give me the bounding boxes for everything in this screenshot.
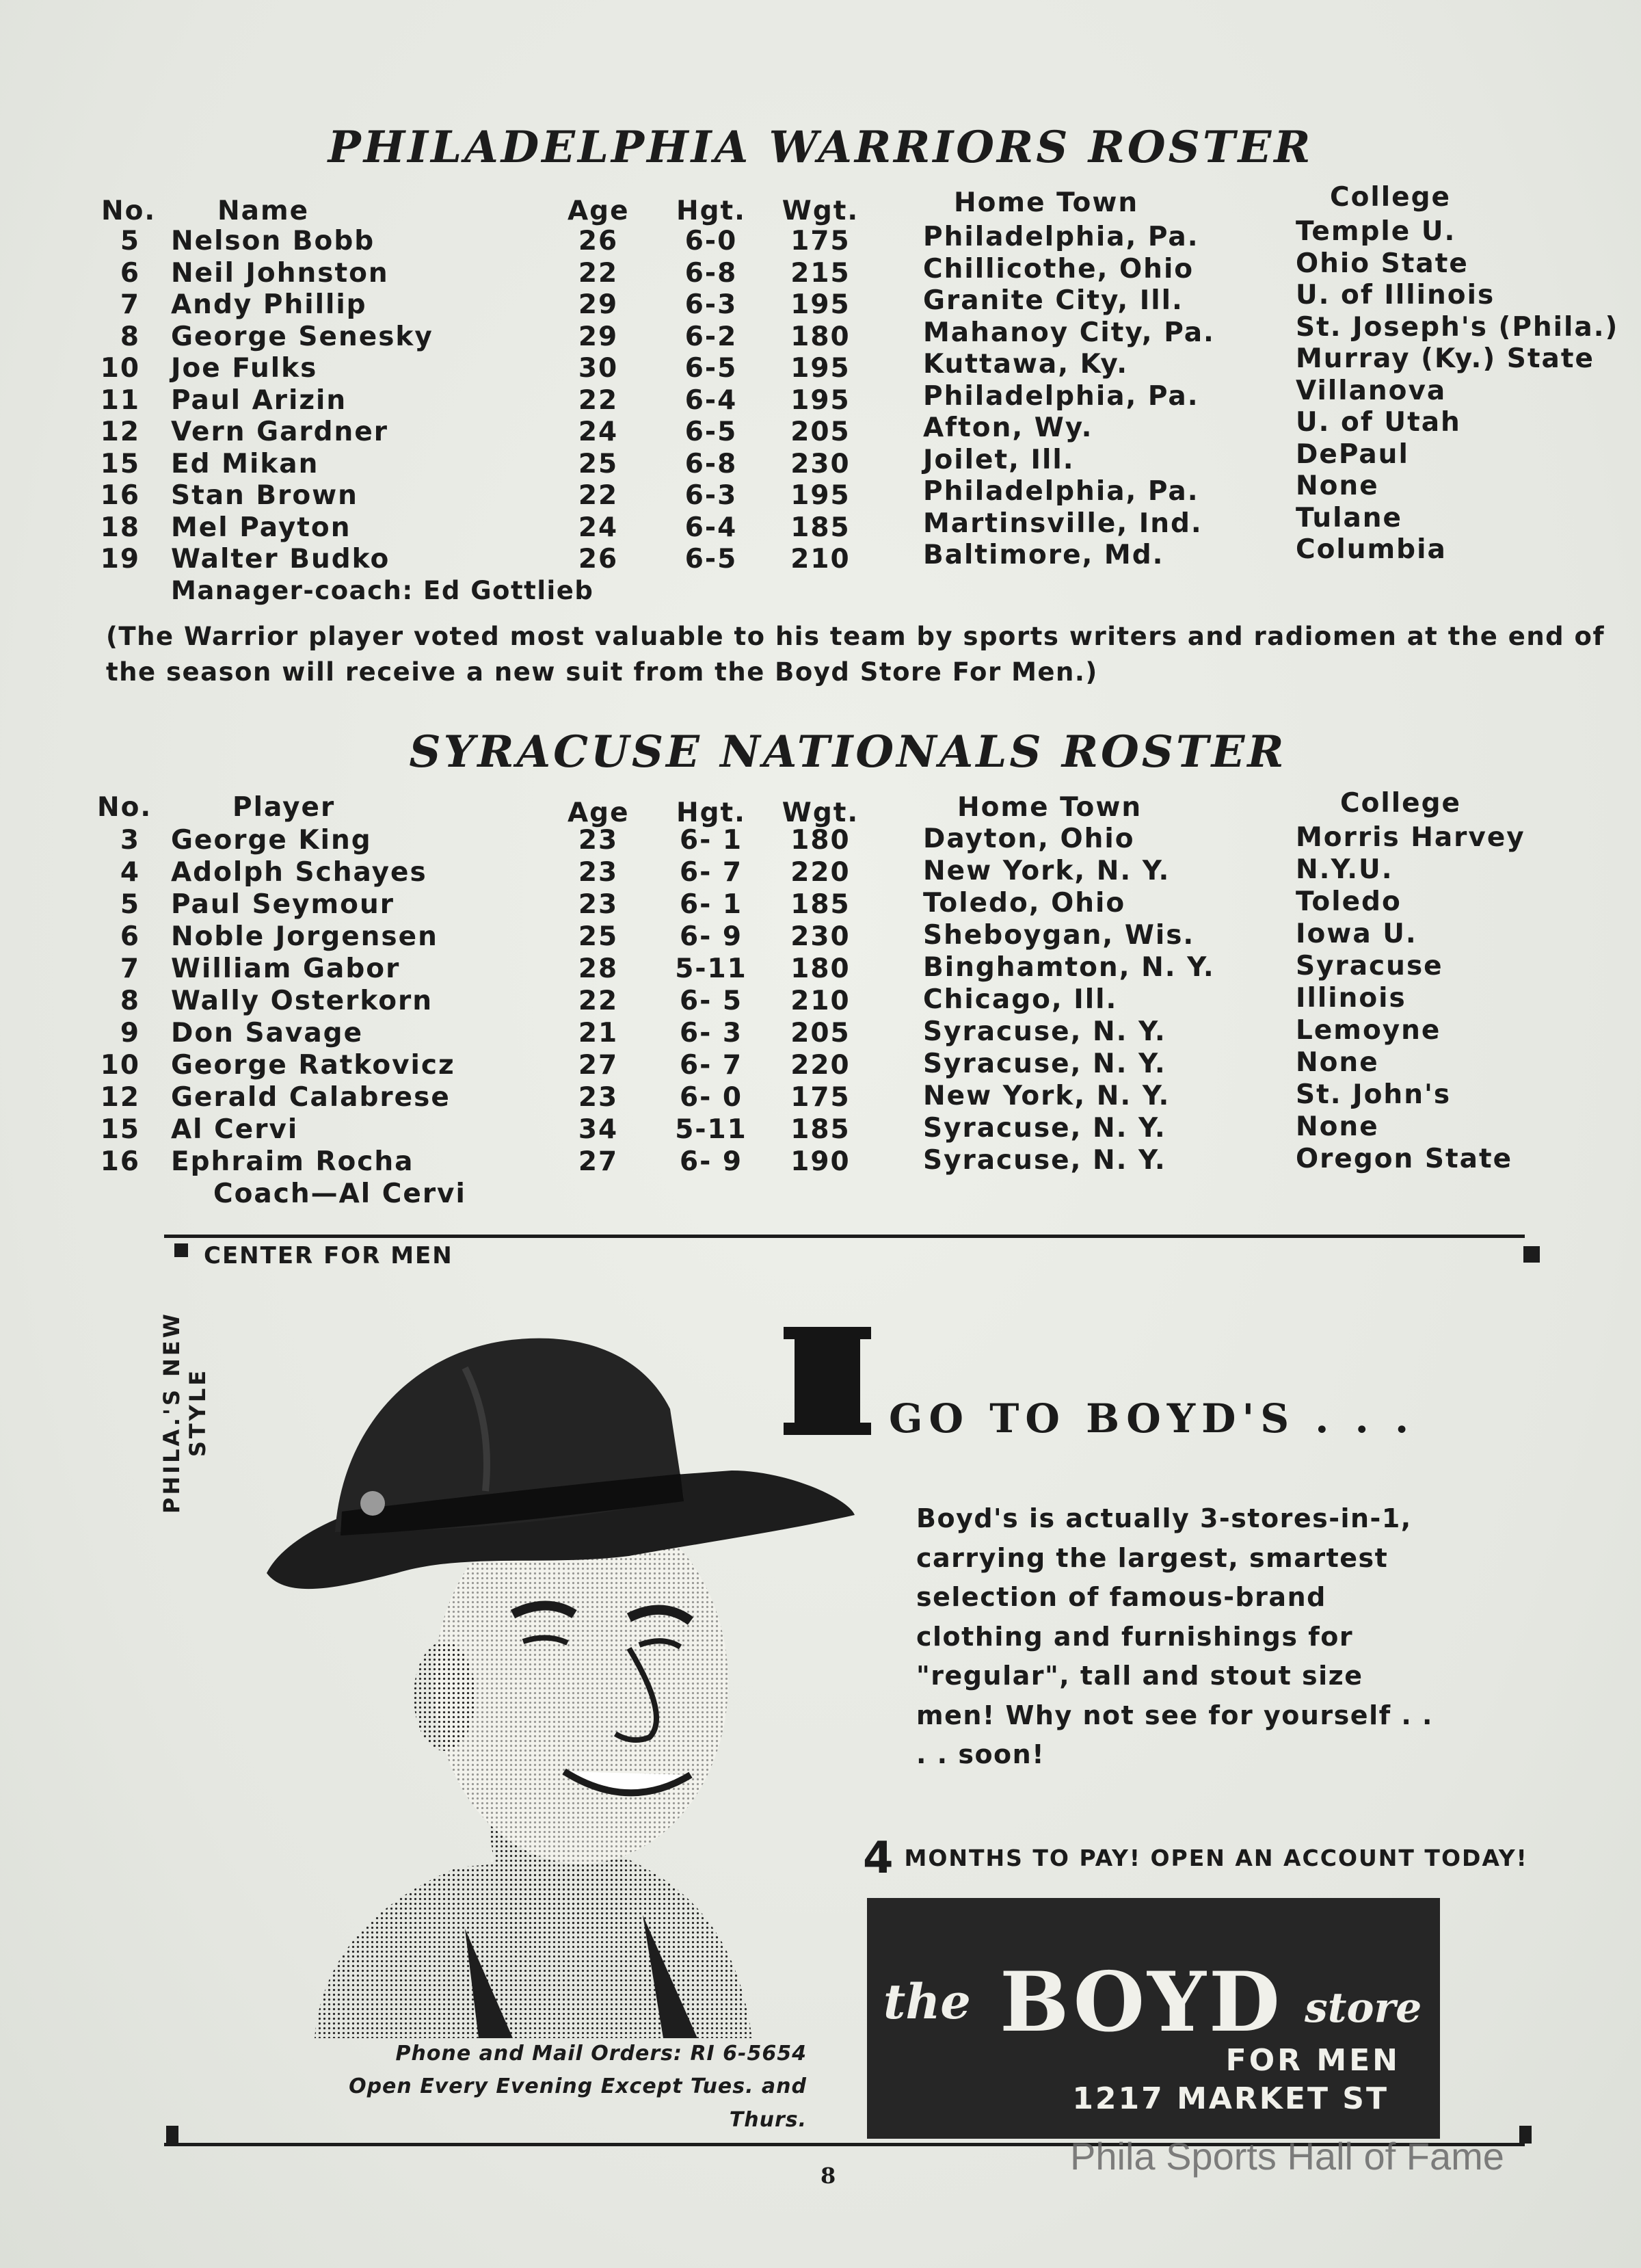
man-in-fedora-illustration [260,1327,862,2038]
player-college: None [1296,471,1379,501]
player-home-town: Syracuse, N. Y. [923,1016,1166,1047]
header-age: Age [568,797,630,828]
player-home-town: Afton, Wy. [923,412,1093,443]
header-weight: Wgt. [782,196,859,226]
player-height: 6- 0 [679,1082,743,1113]
ad-top-rule [164,1235,1525,1238]
player-name: Noble Jorgensen [171,921,438,952]
ad-corner-mark [166,2126,178,2144]
player-age: 27 [578,1050,619,1081]
warriors-coach: Manager-coach: Ed Gottlieb [171,576,594,605]
player-age: 30 [578,353,619,384]
player-college: Iowa U. [1296,919,1417,949]
roster-row [0,1015,1641,1049]
player-name: Wally Osterkorn [171,986,433,1016]
player-weight: 220 [790,1050,851,1081]
player-number: 5 [120,226,140,256]
player-college: Villanova [1296,375,1447,406]
player-height: 6- 7 [679,857,743,888]
roster-row [0,1047,1641,1081]
player-name: Ed Mikan [171,448,319,479]
player-college: U. of Utah [1296,407,1461,438]
player-name: William Gabor [171,953,401,984]
header-player: Player [232,792,336,823]
player-height: 6-5 [684,353,738,384]
store-address: 1217 MARKET ST [1072,2081,1389,2116]
player-age: 23 [578,889,619,920]
player-height: 6-2 [684,321,738,352]
player-weight: 180 [790,953,851,984]
player-name: Al Cervi [171,1114,299,1145]
header-home-town: Home Town [957,792,1143,823]
nationals-coach: Coach—Al Cervi [213,1178,466,1209]
player-weight: 230 [790,448,851,479]
player-age: 28 [578,953,619,984]
header-college: College [1330,182,1451,213]
warriors-roster-title: PHILADELPHIA WARRIORS ROSTER [328,122,1313,173]
player-age: 23 [578,1082,619,1113]
player-height: 6-8 [684,257,738,289]
phone-orders-line: Phone and Mail Orders: RI 6-5654 [395,2042,807,2066]
player-weight: 180 [790,321,851,352]
ad-corner-mark [1519,2126,1532,2144]
player-number: 8 [120,986,140,1016]
player-number: 10 [100,1050,140,1081]
player-name: Adolph Schayes [171,857,427,888]
ad-body-copy: Boyd's is actually 3-stores-in-1, carrying the largest, smartest selection of famous-brand clothing and furnishings for "regular", tall and stout size men! Why not see for yourself . . . . soon! [916,1503,1433,1769]
player-number: 15 [100,1114,140,1145]
player-number: 11 [100,384,140,416]
player-name: Ephraim Rocha [171,1146,414,1177]
player-height: 6- 7 [679,1050,743,1081]
player-weight: 210 [790,544,851,575]
player-name: George Ratkovicz [171,1050,455,1081]
header-no: No. [97,792,152,823]
player-height: 6- 9 [679,921,743,952]
ad-corner-mark [1523,1246,1540,1263]
player-home-town: Martinsville, Ind. [923,507,1203,539]
player-weight: 185 [790,1114,851,1145]
player-college: Syracuse [1296,951,1443,981]
player-name: Paul Seymour [171,889,395,920]
player-age: 29 [578,321,619,352]
mvp-suit-note: (The Warrior player voted most valuable to his team by sports writers and radiomen at the end of the season will receive a new suit from the Boyd Store For Men.) [106,622,1605,687]
player-age: 26 [578,226,619,256]
player-college: U. of Illinois [1296,280,1495,311]
player-weight: 195 [790,353,851,384]
player-age: 29 [578,289,619,320]
player-weight: 195 [790,384,851,416]
player-college: Illinois [1296,983,1406,1014]
header-home-town: Home Town [954,187,1139,218]
player-home-town: Kuttawa, Ky. [923,349,1129,380]
player-home-town: Dayton, Ohio [923,823,1135,854]
player-home-town: Syracuse, N. Y. [923,1049,1166,1079]
roster-row [0,534,1641,575]
player-weight: 175 [790,1082,851,1113]
player-college: None [1296,1111,1379,1142]
player-age: 22 [578,986,619,1016]
player-weight: 215 [790,257,851,289]
player-height: 6-4 [684,384,738,416]
header-height: Hgt. [676,196,746,226]
player-weight: 185 [790,889,851,920]
player-name: Gerald Calabrese [171,1082,451,1113]
player-name: Vern Gardner [171,417,389,447]
player-age: 22 [578,257,619,289]
player-number: 12 [100,417,140,447]
player-number: 5 [120,889,140,920]
player-age: 25 [578,921,619,952]
header-name: Name [217,196,310,226]
player-home-town: Philadelphia, Pa. [923,222,1199,252]
player-age: 23 [578,857,619,888]
player-age: 26 [578,544,619,575]
roster-row [0,1146,1641,1178]
headline-drop-cap-I [795,1327,860,1435]
player-number: 16 [100,1146,140,1177]
player-weight: 185 [790,512,851,543]
player-number: 8 [120,321,140,352]
player-number: 4 [120,857,140,888]
player-number: 7 [120,953,140,984]
player-college: Lemoyne [1296,1015,1441,1046]
player-college: St. John's [1296,1079,1452,1110]
player-height: 6-5 [684,417,738,447]
player-home-town: Mahanoy City, Pa. [923,317,1215,348]
logo-for-men: FOR MEN [1225,2043,1400,2078]
player-weight: 230 [790,921,851,952]
player-weight: 220 [790,857,851,888]
player-number: 18 [100,512,140,543]
player-home-town: Chicago, Ill. [923,984,1118,1015]
player-number: 10 [100,353,140,384]
player-height: 6-3 [684,480,738,511]
player-age: 23 [578,825,619,856]
player-height: 5-11 [675,953,747,984]
player-age: 21 [578,1018,619,1049]
player-home-town: Philadelphia, Pa. [923,476,1199,507]
player-weight: 190 [790,1146,851,1177]
player-home-town: New York, N. Y. [923,856,1171,886]
player-home-town: Binghamton, N. Y. [923,952,1215,983]
store-hours-line: Open Every Evening Except Tues. and Thurs. [349,2074,807,2132]
header-college: College [1340,788,1461,819]
player-number: 3 [120,825,140,856]
player-weight: 175 [790,226,851,256]
player-height: 6-5 [684,544,738,575]
player-height: 6- 1 [679,825,743,856]
player-home-town: Sheboygan, Wis. [923,920,1195,951]
roster-row [0,1111,1641,1146]
ad-vertical-label: PHILA.'S NEW STYLE [159,1311,211,1514]
player-name: Nelson Bobb [171,226,375,256]
player-name: Andy Phillip [171,289,367,320]
player-name: George King [171,825,372,856]
nationals-header-row [0,788,1641,828]
player-number: 6 [120,257,140,289]
ad-headline: GO TO BOYD'S . . . [889,1395,1415,1442]
player-name: Joe Fulks [171,353,318,384]
player-weight: 180 [790,825,851,856]
player-number: 9 [120,1018,140,1049]
ad-payment-offer [863,1833,1528,1884]
player-home-town: Syracuse, N. Y. [923,1113,1166,1144]
player-college: Temple U. [1296,216,1456,247]
player-weight: 205 [790,1018,851,1049]
player-name: Paul Arizin [171,384,347,416]
player-home-town: Chillicothe, Ohio [923,253,1195,285]
player-college: Murray (Ky.) State [1296,343,1595,374]
player-college: Ohio State [1296,248,1469,279]
player-number: 7 [120,289,140,320]
player-home-town: Baltimore, Md. [923,540,1164,570]
player-college: N.Y.U. [1296,854,1393,885]
watermark: Phila Sports Hall of Fame [1070,2135,1504,2178]
player-home-town: Toledo, Ohio [923,888,1126,919]
player-name: George Senesky [171,321,433,352]
logo-the: the [883,1973,971,2030]
player-age: 25 [578,448,619,479]
player-name: Mel Payton [171,512,351,543]
pay-text: MONTHS TO PAY! OPEN AN ACCOUNT TODAY! [904,1845,1528,1871]
nationals-roster-title: SYRACUSE NATIONALS ROSTER [409,726,1287,778]
player-college: Tulane [1296,502,1402,533]
player-home-town: New York, N. Y. [923,1081,1171,1111]
player-number: 19 [100,544,140,575]
player-age: 22 [578,480,619,511]
roster-row [0,1079,1641,1113]
roster-row [0,438,1641,480]
player-age: 24 [578,417,619,447]
pay-number: 4 [863,1833,895,1884]
player-age: 27 [578,1146,619,1177]
player-name: Stan Brown [171,480,358,511]
player-number: 6 [120,921,140,952]
player-height: 6- 3 [679,1018,743,1049]
player-weight: 195 [790,480,851,511]
player-college: Toledo [1296,886,1402,917]
player-college: DePaul [1296,438,1409,470]
player-home-town: Syracuse, N. Y. [923,1145,1166,1176]
ad-corner-mark [174,1243,188,1257]
player-height: 6-8 [684,448,738,479]
roster-row [0,953,1641,985]
player-college: None [1296,1047,1379,1078]
header-height: Hgt. [676,797,746,828]
player-height: 6- 5 [679,986,743,1016]
header-no: No. [101,196,157,226]
logo-store: store [1305,1984,1422,2032]
player-college: St. Joseph's (Phila.) [1296,311,1619,343]
player-college: Morris Harvey [1296,822,1525,853]
player-home-town: Philadelphia, Pa. [923,380,1199,412]
player-height: 6- 1 [679,889,743,920]
player-age: 34 [578,1114,619,1145]
player-height: 6-4 [684,512,738,543]
player-name: Walter Budko [171,544,390,575]
roster-row [0,854,1641,888]
roster-row [0,886,1641,921]
player-height: 6-0 [684,226,738,256]
player-home-town: Joilet, Ill. [923,444,1075,475]
ad-corner-label: CENTER FOR MEN [204,1242,453,1269]
player-number: 15 [100,448,140,479]
player-weight: 195 [790,289,851,320]
roster-row [0,822,1641,856]
player-number: 12 [100,1082,140,1113]
player-college: Oregon State [1296,1144,1513,1174]
header-age: Age [568,196,630,226]
player-number: 16 [100,480,140,511]
roster-row [0,921,1641,953]
page-number: 8 [820,2163,836,2189]
player-weight: 210 [790,986,851,1016]
player-name: Don Savage [171,1018,364,1049]
player-height: 6-3 [684,289,738,320]
logo-boyd: BOYD [1000,1954,1283,2051]
player-age: 24 [578,512,619,543]
player-weight: 205 [790,417,851,447]
header-weight: Wgt. [782,797,859,828]
player-college: Columbia [1296,534,1447,565]
player-name: Neil Johnston [171,257,389,289]
boyd-store-logo-box [867,1898,1440,2139]
player-height: 5-11 [675,1114,747,1145]
player-height: 6- 9 [679,1146,743,1177]
roster-row [0,983,1641,1017]
player-age: 22 [578,384,619,416]
player-home-town: Granite City, Ill. [923,285,1184,316]
